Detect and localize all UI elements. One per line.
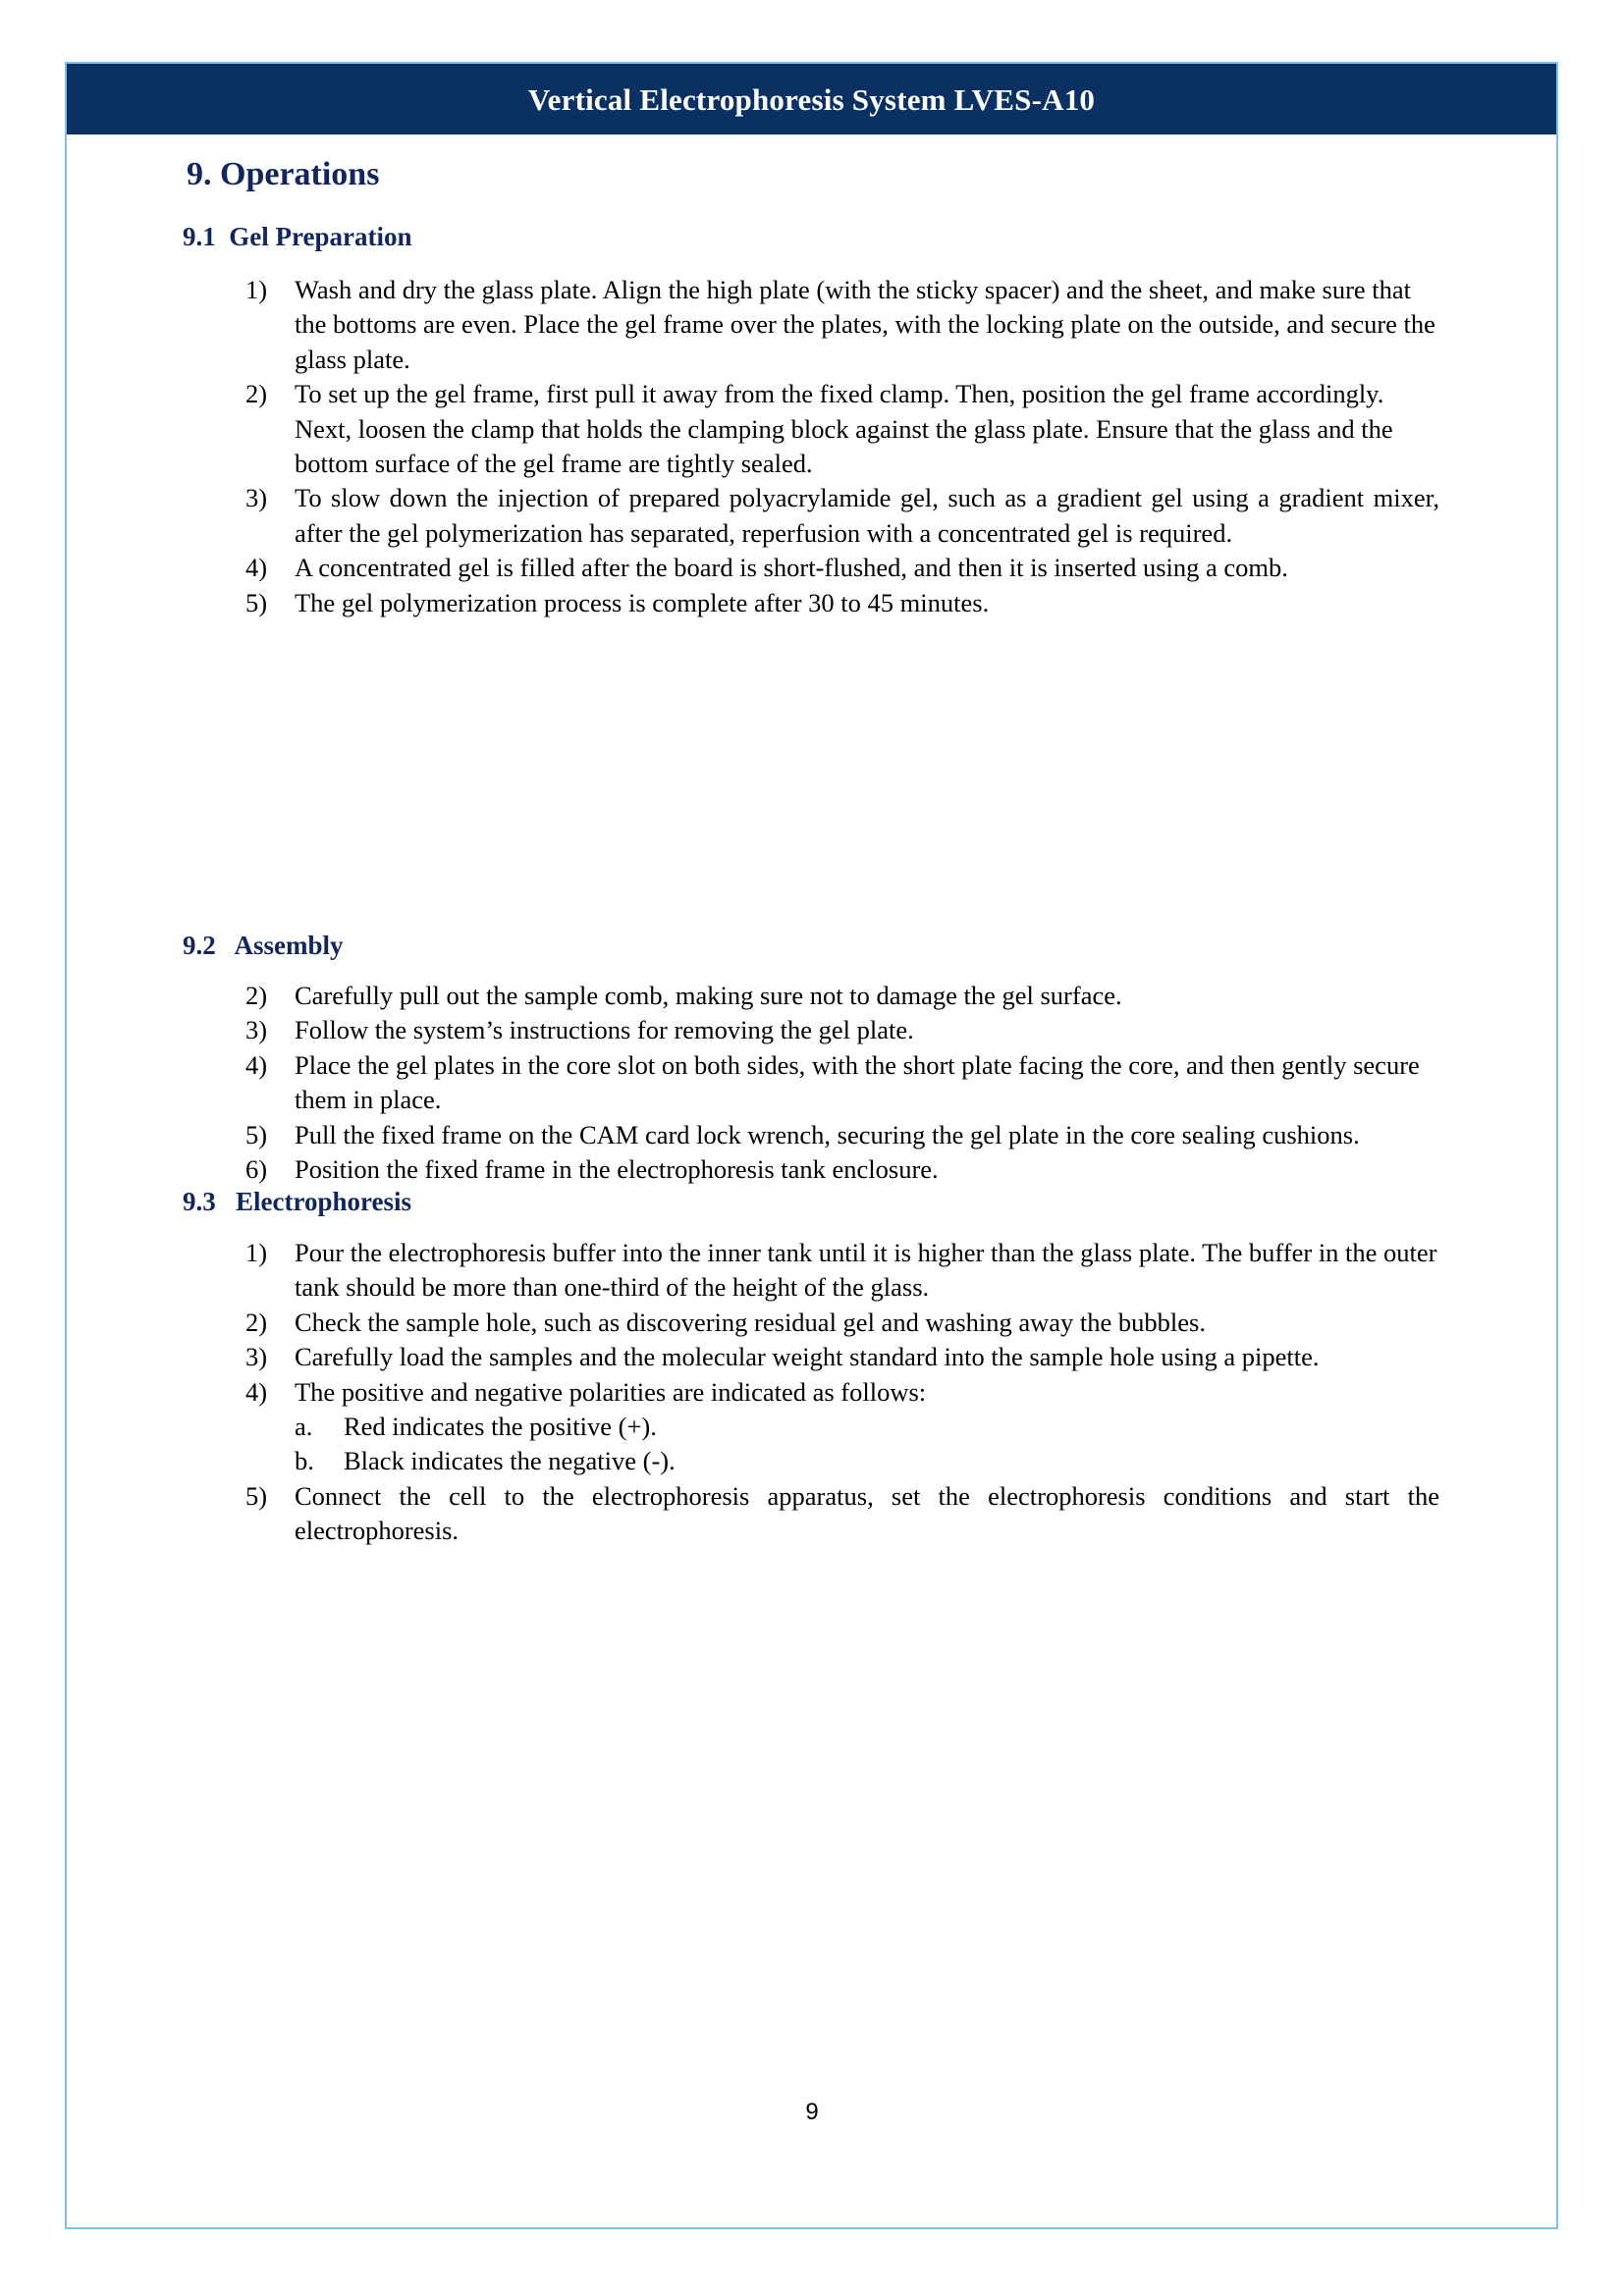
list-item	[245, 1013, 1439, 1047]
list-item	[245, 1340, 1439, 1374]
list-item-text: Pour the electrophoresis buffer into the inner tank until it is higher than the glass plate. The buffer in the outer tank should be more than one-third of the height of the glass.	[295, 1238, 1437, 1303]
list-item	[295, 1444, 1439, 1478]
document-header-banner	[67, 64, 1556, 134]
list-item-text: A concentrated gel is filled after the board is short-flushed, and then it is inserted using a comb.	[295, 553, 1288, 583]
list-marker: 4)	[245, 1376, 268, 1407]
list-item	[245, 586, 1439, 620]
list-item	[245, 1118, 1439, 1152]
list-item-text: Black indicates the negative (-).	[344, 1446, 676, 1476]
list-item	[245, 1375, 1439, 1410]
document-title: Vertical Electrophoresis System LVES-A10	[527, 81, 1096, 117]
list-item-text: The gel polymerization process is complete after 30 to 45 minutes.	[295, 587, 990, 617]
list-item	[245, 273, 1439, 377]
subsection-heading-assembly: 9.2 Assembly	[183, 931, 344, 960]
list-item	[245, 1479, 1439, 1549]
list-item-text: Carefully load the samples and the molecular weight standard into the sample hole using a pipette.	[295, 1342, 1320, 1372]
list-item	[295, 1410, 1439, 1444]
list-item	[245, 1152, 1439, 1187]
list-marker: 2)	[245, 1307, 268, 1337]
list-marker: 2)	[245, 379, 268, 409]
list-electrophoresis	[245, 1236, 1439, 1549]
subsection-heading-electrophoresis: 9.3 Electrophoresis	[183, 1187, 411, 1216]
list-item-text: Position the fixed frame in the electrophoresis tank enclosure.	[295, 1154, 939, 1185]
list-item-text: Carefully pull out the sample comb, making sure not to damage the gel surface.	[295, 981, 1122, 1010]
page-number: 9	[805, 2099, 819, 2125]
list-item-text: Pull the fixed frame on the CAM card lock wrench, securing the gel plate in the core sealing cushions.	[295, 1119, 1360, 1149]
section-heading-operations: 9. Operations	[187, 156, 380, 192]
list-marker: 5)	[245, 1480, 268, 1511]
list-marker: 3)	[245, 483, 268, 513]
list-item	[245, 1306, 1439, 1340]
list-item	[245, 551, 1439, 585]
list-item-text: Wash and dry the glass plate. Align the high plate (with the sticky spacer) and the sheet, and make sure that the bottoms are even. Place the gel frame over the plates, with the locking plate on the outside, and secure the glass plate.	[295, 275, 1435, 374]
list-marker: 1)	[245, 1238, 268, 1267]
list-item-text: Red indicates the positive (+).	[344, 1412, 657, 1442]
list-item-text: The positive and negative polarities are indicated as follows:	[295, 1376, 927, 1407]
list-marker: 4)	[245, 553, 268, 583]
list-marker: 1)	[245, 275, 268, 304]
list-item	[245, 481, 1439, 551]
subsection-heading-gel-preparation: 9.1 Gel Preparation	[183, 222, 412, 251]
list-item-text: To set up the gel frame, first pull it away from the fixed clamp. Then, position the gel frame accordingly. Next, loosen the clamp that holds the clamping block against the glass plate. Ensure that the glass and the bottom surface of the gel frame are tightly sealed.	[295, 379, 1393, 479]
list-item-text: Check the sample hole, such as discovering residual gel and washing away the bubbles.	[295, 1307, 1206, 1337]
list-marker: a.	[295, 1412, 313, 1442]
list-item-text: To slow down the injection of prepared polyacrylamide gel, such as a gradient gel using a gradient mixer, after the gel polymerization has separated, reperfusion with a concentrated gel is required.	[295, 483, 1439, 548]
list-marker: 3)	[245, 1342, 268, 1372]
list-marker: 4)	[245, 1049, 268, 1080]
list-item	[245, 1048, 1439, 1118]
list-marker: 2)	[245, 981, 268, 1010]
list-item-text: Place the gel plates in the core slot on both sides, with the short plate facing the core, and then gently secure them in place.	[295, 1049, 1420, 1115]
list-marker: b.	[295, 1446, 314, 1476]
list-marker: 5)	[245, 1119, 268, 1149]
list-marker: 3)	[245, 1015, 268, 1045]
list-item	[245, 1236, 1439, 1306]
list-item-text: Follow the system’s instructions for removing the gel plate.	[295, 1015, 914, 1045]
list-gel-preparation	[245, 273, 1439, 620]
list-item	[245, 377, 1439, 481]
list-marker: 5)	[245, 587, 268, 617]
list-item	[245, 979, 1439, 1013]
list-assembly	[245, 979, 1439, 1187]
list-marker: 6)	[245, 1154, 268, 1185]
list-item-text: Connect the cell to the electrophoresis apparatus, set the electrophoresis conditions and start the electrophoresis.	[295, 1480, 1439, 1546]
